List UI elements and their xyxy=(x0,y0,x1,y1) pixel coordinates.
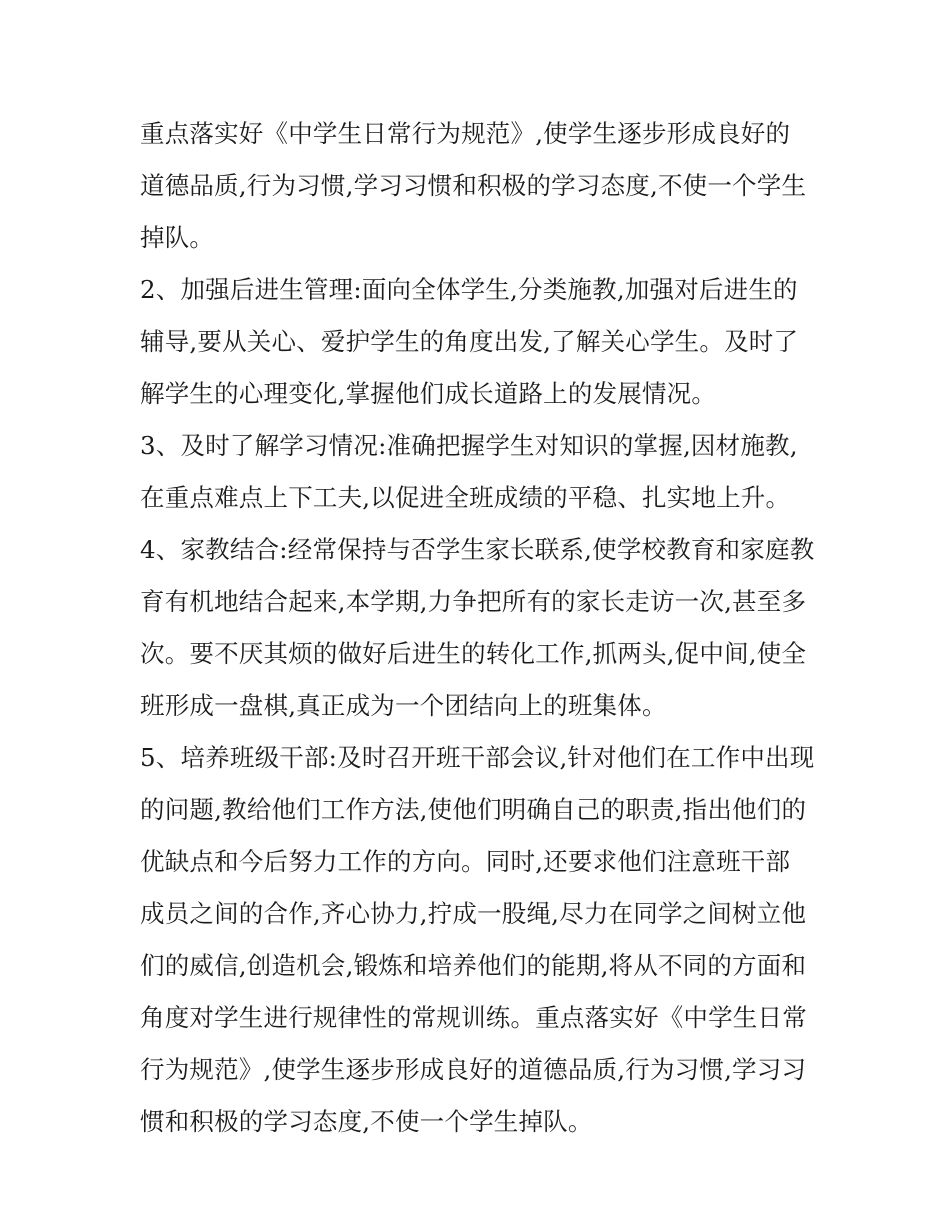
text-line: 的问题,教给他们工作方法,使他们明确自己的职责,指出他们的 xyxy=(140,795,807,824)
text-line: 道德品质,行为习惯,学习习惯和积极的学习态度,不使一个学生 xyxy=(140,171,807,200)
text-line: 3、及时了解学习情况:准确把握学生对知识的掌握,因材施教, xyxy=(140,431,798,460)
text-line: 惯和积极的学习态度,不使一个学生掉队。 xyxy=(140,1107,593,1136)
text-line: 班形成一盘棋,真正成为一个团结向上的班集体。 xyxy=(140,691,667,720)
text-line: 掉队。 xyxy=(140,223,215,252)
text-line: 辅导,要从关心、爱护学生的角度出发,了解关心学生。及时了 xyxy=(140,327,799,356)
text-line: 成员之间的合作,齐心协力,拧成一股绳,尽力在同学之间树立他 xyxy=(140,899,807,928)
text-line: 4、家教结合:经常保持与否学生家长联系,使学校教育和家庭教 xyxy=(140,535,815,564)
text-line: 角度对学生进行规律性的常规训练。重点落实好《中学生日常 xyxy=(140,1003,807,1032)
text-line: 优缺点和今后努力工作的方向。同时,还要求他们注意班干部 xyxy=(140,847,791,876)
text-line: 行为规范》,使学生逐步形成良好的道德品质,行为习惯,学习习 xyxy=(140,1055,807,1084)
text-line: 次。要不厌其烦的做好后进生的转化工作,抓两头,促中间,使全 xyxy=(140,639,807,668)
text-line: 2、加强后进生管理:面向全体学生,分类施教,加强对后进生的 xyxy=(140,275,798,304)
text-line: 5、培养班级干部:及时召开班干部会议,针对他们在工作中出现 xyxy=(140,743,815,772)
text-line: 解学生的心理变化,掌握他们成长道路上的发展情况。 xyxy=(140,379,717,408)
text-line: 们的威信,创造机会,锻炼和培养他们的能期,将从不同的方面和 xyxy=(140,951,807,980)
text-line: 重点落实好《中学生日常行为规范》,使学生逐步形成良好的 xyxy=(140,119,791,148)
text-line: 育有机地结合起来,本学期,力争把所有的家长走访一次,甚至多 xyxy=(140,587,807,616)
document-body xyxy=(140,108,820,1148)
text-line: 在重点难点上下工夫,以促进全班成绩的平稳、扎实地上升。 xyxy=(140,483,791,512)
